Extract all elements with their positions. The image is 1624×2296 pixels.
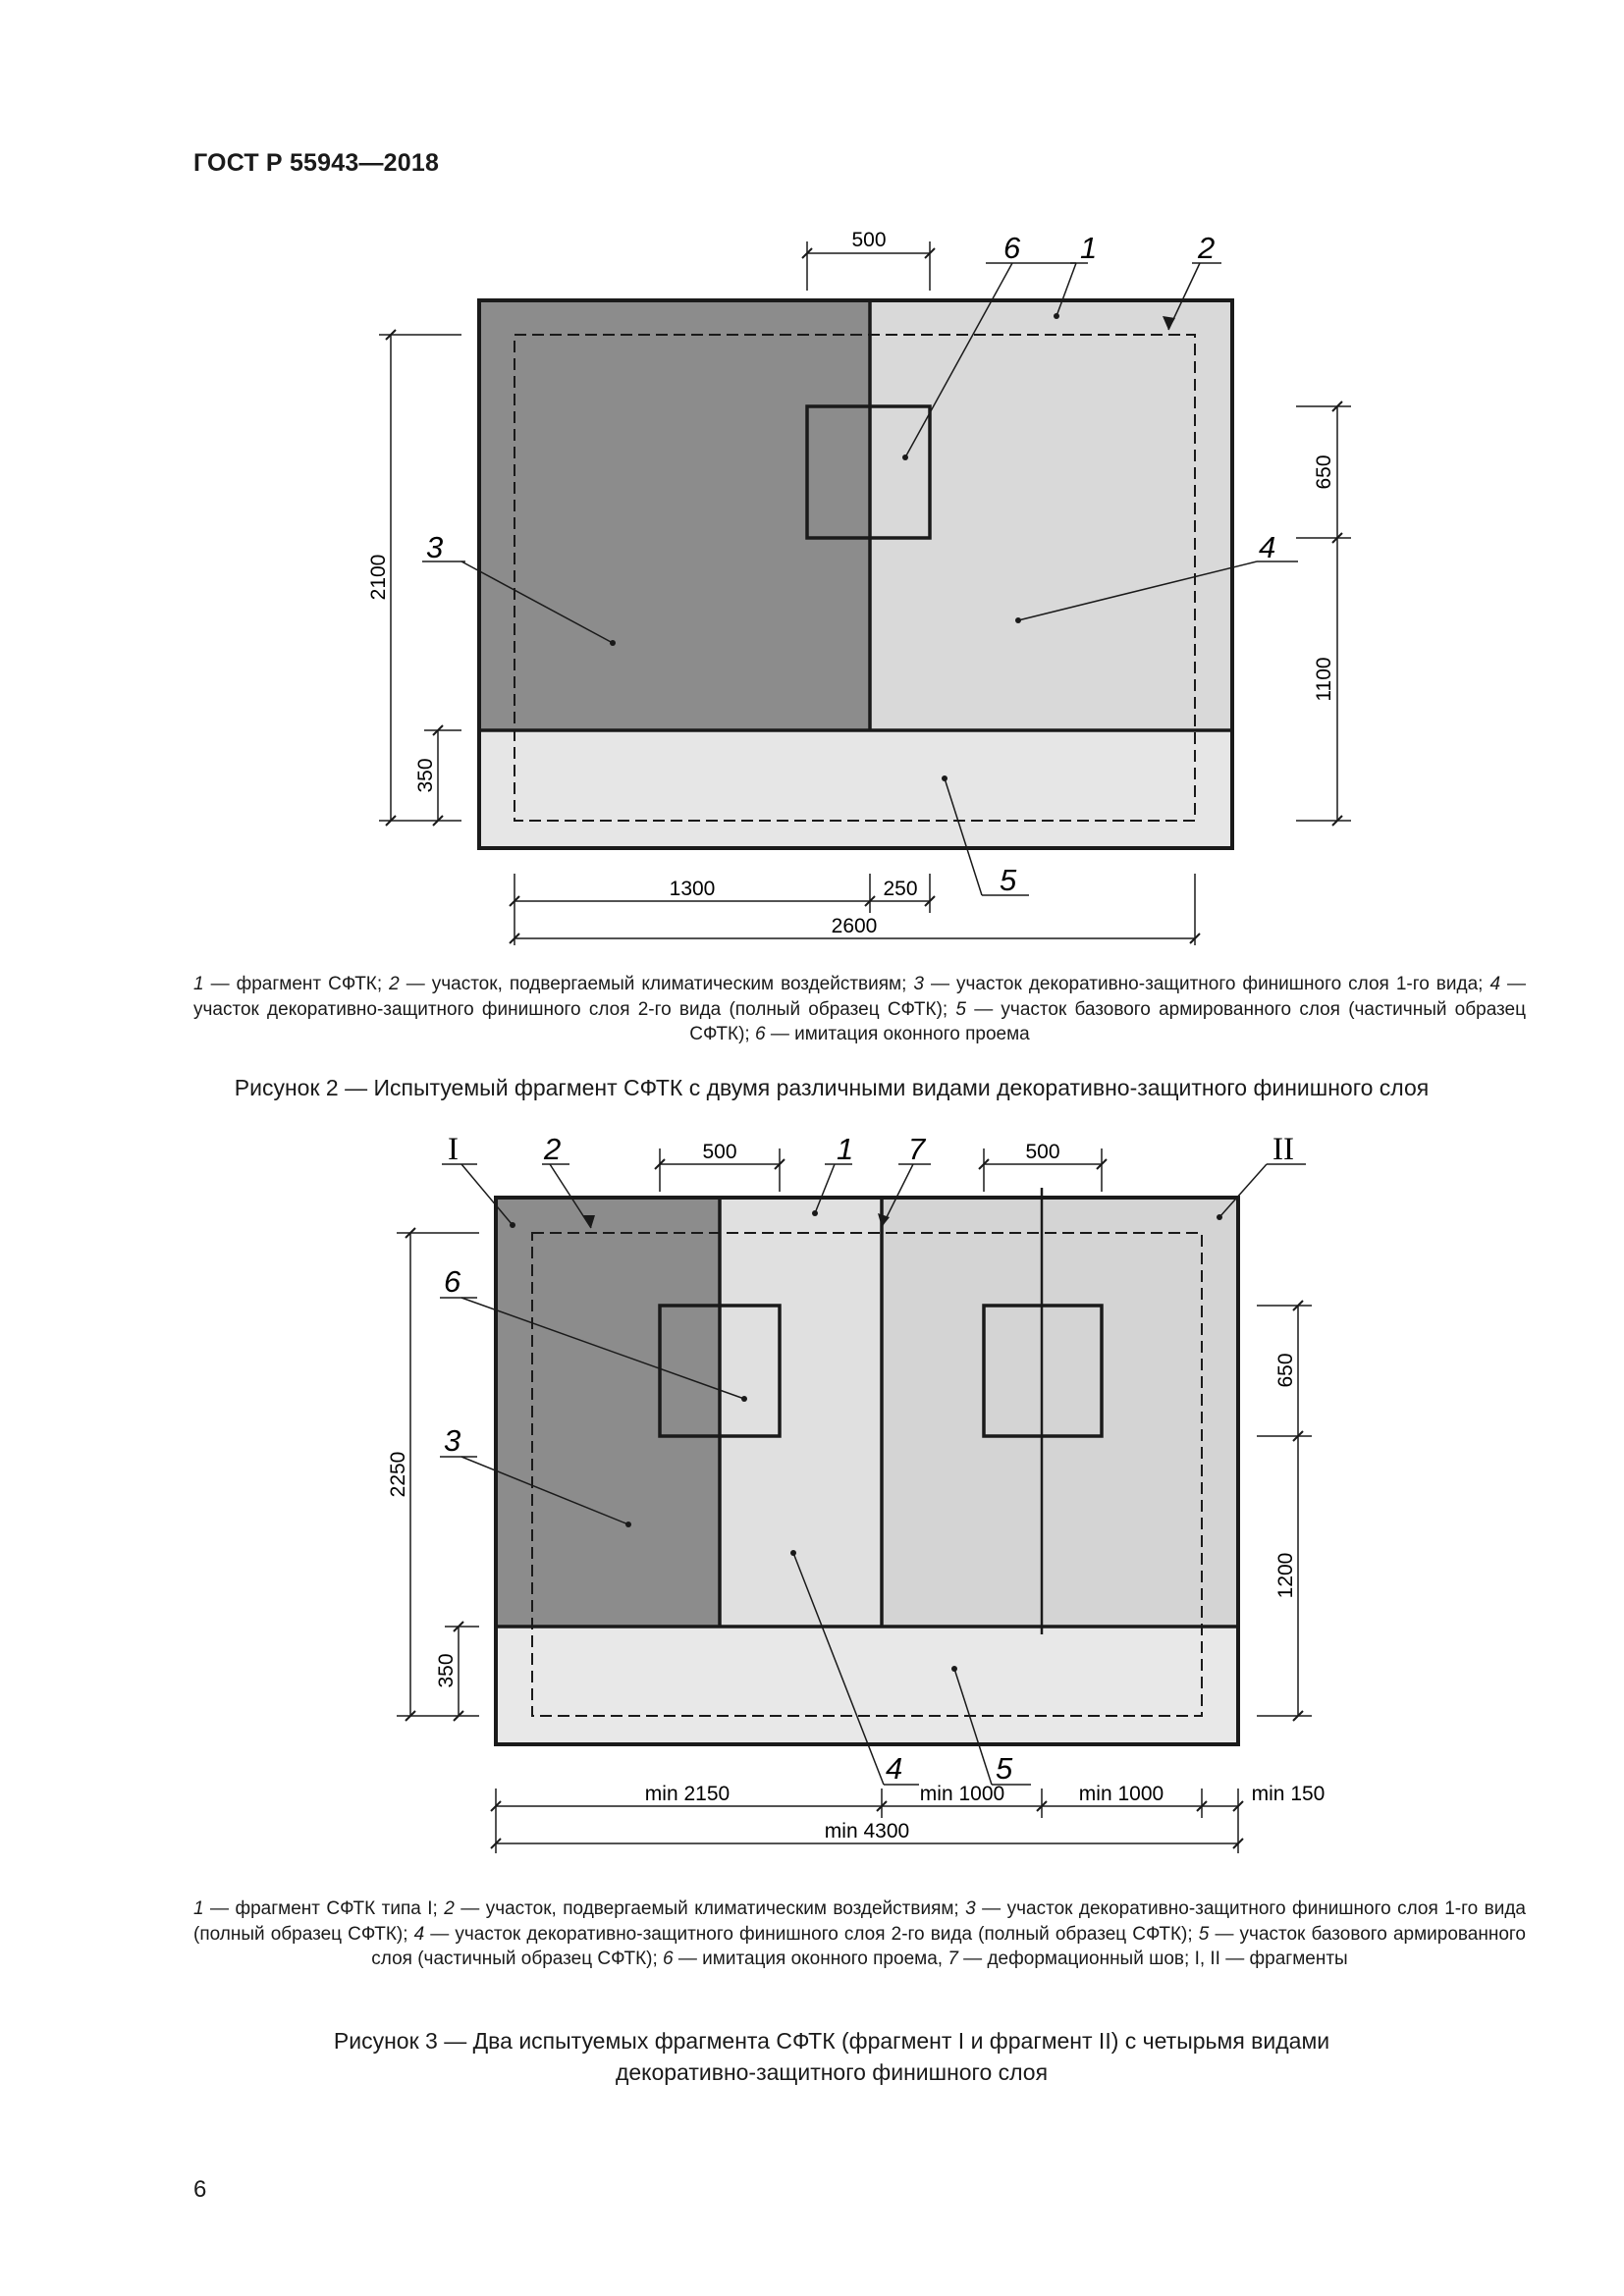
legend-item: 5 — участок базового армированного слоя (частичный образец СФТК); xyxy=(371,1923,1526,1969)
dim-bottom-total: 2600 xyxy=(831,915,878,937)
dim-bottom-mid: 250 xyxy=(883,878,918,900)
zone-5-base xyxy=(479,730,1232,848)
dim-left-base: 350 xyxy=(414,758,437,793)
zone-3-dark xyxy=(496,1198,720,1627)
dim-top-window-right: 500 xyxy=(1025,1141,1060,1163)
label-5: 5 xyxy=(996,1751,1013,1786)
dim-bottom-4: min 150 xyxy=(1251,1783,1326,1805)
legend-item: 6 — имитация оконного проема xyxy=(754,1024,1030,1044)
dim-bottom-total: min 4300 xyxy=(824,1820,910,1842)
figure-3-caption-line-2: декоративно-защитного финишного слоя xyxy=(615,2059,1049,2085)
dim-right-window: 650 xyxy=(1274,1353,1297,1388)
dim-bottom-left: 1300 xyxy=(669,878,716,900)
legend-item: 5 — участок базового армированного слоя (частичный образец СФТК); xyxy=(689,998,1526,1044)
dim-right-lower: 1100 xyxy=(1313,657,1335,702)
zone-5-base xyxy=(496,1627,1238,1744)
label-fragment-i: I xyxy=(448,1132,459,1167)
figure-3 xyxy=(0,1114,1624,1890)
label-1: 1 xyxy=(1080,231,1098,265)
label-1: 1 xyxy=(837,1132,854,1166)
legend-item: 2 — участок, подвергаемый климатическим воздействиям; xyxy=(389,974,914,994)
label-4: 4 xyxy=(1259,530,1276,564)
figure-3-caption-line-1: Рисунок 3 — Два испытуемых фрагмента СФТК (фрагмент I и фрагмент II) с четырьмя видами xyxy=(333,2028,1330,2054)
figure-3-drawing xyxy=(0,1114,1624,1880)
dim-left-base: 350 xyxy=(435,1653,458,1688)
zone-fragment-ii xyxy=(882,1198,1238,1627)
dim-right-window: 650 xyxy=(1313,454,1335,490)
label-5: 5 xyxy=(1000,863,1017,897)
dim-top-window-left: 500 xyxy=(702,1141,737,1163)
page-number: 6 xyxy=(193,2176,207,2203)
legend-item: 6 — имитация оконного проема, xyxy=(663,1949,948,1969)
figure-2-caption: Рисунок 2 — Испытуемый фрагмент СФТК с двумя различными видами декоративно-защитного финишного слоя xyxy=(234,1075,1430,1100)
label-2: 2 xyxy=(544,1132,562,1166)
legend-item: 7 — деформационный шов; I, II — фрагменты xyxy=(947,1949,1348,1969)
dim-bottom-3: min 1000 xyxy=(1078,1783,1164,1805)
document-header: ГОСТ Р 55943—2018 xyxy=(193,149,440,177)
figure-3-legend xyxy=(193,1896,1526,1972)
zone-4-light xyxy=(870,300,1232,730)
legend-item: 1 — фрагмент СФТК; xyxy=(193,974,390,994)
dim-bottom-2: min 1000 xyxy=(919,1783,1005,1805)
label-3: 3 xyxy=(444,1423,461,1458)
figure-2-drawing xyxy=(0,211,1624,977)
label-7: 7 xyxy=(908,1132,926,1166)
legend-item: 2 — участок, подвергаемый климатическим воздействиям; xyxy=(444,1898,966,1919)
label-6: 6 xyxy=(444,1264,461,1299)
label-2: 2 xyxy=(1198,231,1216,265)
figure-2-legend xyxy=(193,972,1526,1047)
legend-item: 3 — участок декоративно-защитного финишного слоя 1-го вида (полный образец СФТК); xyxy=(193,1898,1527,1945)
dim-bottom-1: min 2150 xyxy=(644,1783,731,1805)
figure-2 xyxy=(0,211,1624,1060)
label-4: 4 xyxy=(886,1751,903,1786)
dim-top-window: 500 xyxy=(851,229,887,251)
label-fragment-ii: II xyxy=(1272,1132,1294,1167)
legend-item: 4 — участок декоративно-защитного финишного слоя 2-го вида (полный образец СФТК); xyxy=(193,974,1527,1020)
dim-right-lower: 1200 xyxy=(1274,1552,1297,1599)
dim-left-height: 2250 xyxy=(387,1451,409,1498)
legend-item: 3 — участок декоративно-защитного финишного слоя 1-го вида; xyxy=(913,974,1490,994)
dim-left-height: 2100 xyxy=(367,554,390,601)
zone-4-light xyxy=(720,1198,882,1627)
label-6: 6 xyxy=(1003,231,1021,265)
legend-item: 1 — фрагмент СФТК типа I; xyxy=(193,1898,445,1919)
label-3: 3 xyxy=(426,530,444,564)
zone-3-dark xyxy=(479,300,870,730)
legend-item: 4 — участок декоративно-защитного финишного слоя 2-го вида (полный образец СФТК); xyxy=(413,1923,1199,1945)
figure-3-caption xyxy=(147,2025,1516,2088)
